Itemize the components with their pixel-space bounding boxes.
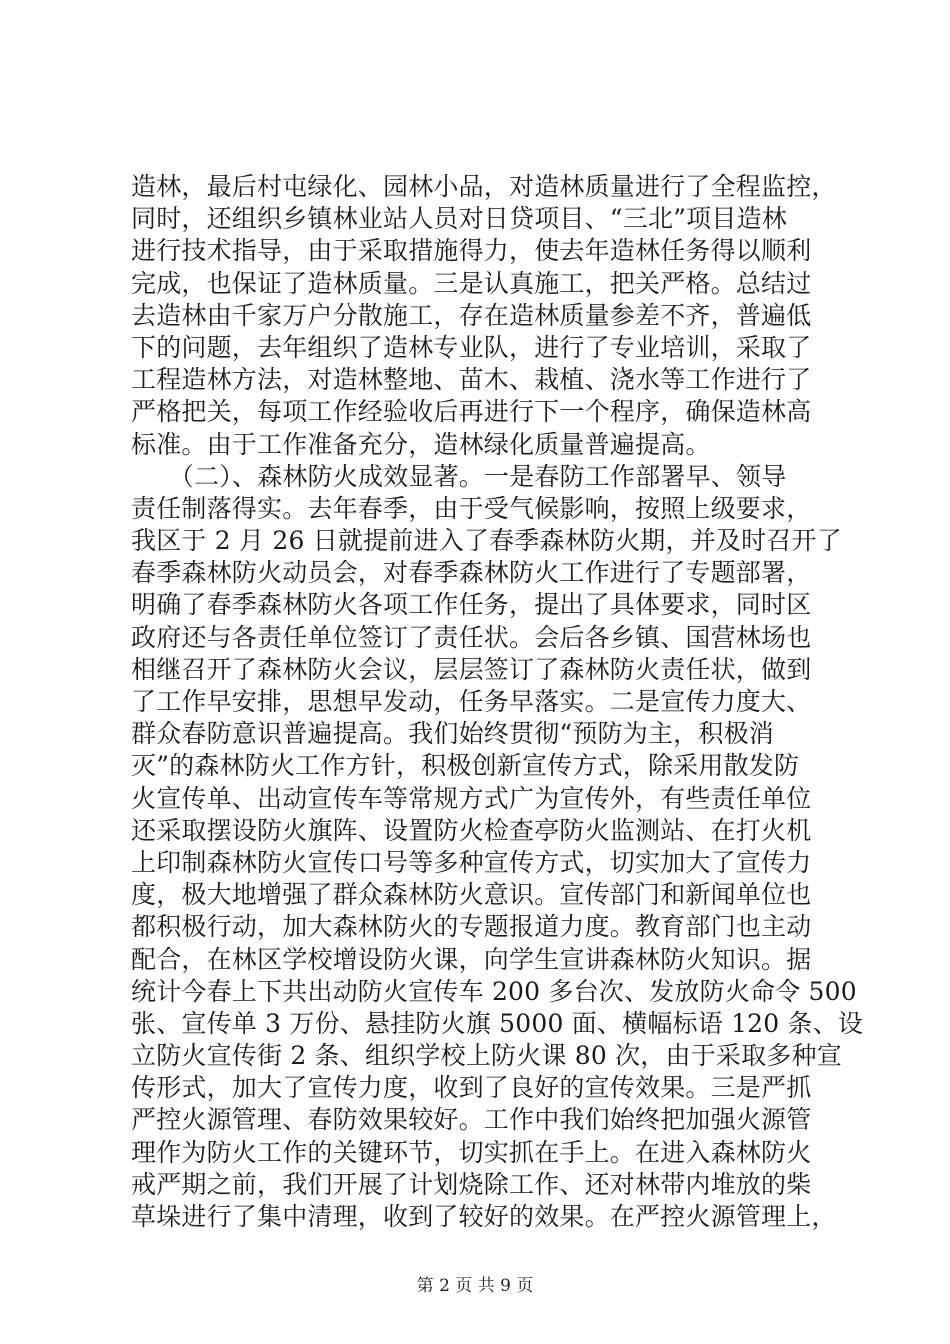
body-line: 统计今春上下共出动防火宣传车 200 多台次、发放防火命令 500 (131, 976, 857, 1006)
body-line: 严控火源管理、春防效果较好。工作中我们始终把加强火源管 (131, 1105, 812, 1135)
body-line: 理作为防火工作的关键环节，切实抓在手上。在进入森林防火 (131, 1137, 812, 1167)
body-line: 明确了春季森林防火各项工作任务，提出了具体要求，同时区 (131, 590, 812, 620)
body-line: 下的问题，去年组织了造林专业队，进行了专业培训，采取了 (131, 332, 812, 362)
body-line: 上印制森林防火宣传口号等多种宣传方式，切实加大了宣传力 (131, 847, 812, 877)
body-line: 同时，还组织乡镇林业站人员对日贷项目、“三北”项目造林 (131, 204, 787, 234)
body-line: 了工作早安排，思想早发动，任务早落实。二是宣传力度大、 (131, 687, 812, 716)
body-line: 立防火宣传街 2 条、组织学校上防火课 80 次，由于采取多种宣 (131, 1041, 842, 1071)
body-line: 政府还与各责任单位签订了责任状。会后各乡镇、国营林场也 (131, 622, 812, 652)
body-line: 张、宣传单 3 万份、悬挂防火旗 5000 面、横幅标语 120 条、设 (131, 1008, 864, 1038)
body-line: 草垛进行了集中清理，收到了较好的效果。在严控火源管理上， (131, 1202, 837, 1231)
body-line: 我区于 2 月 26 日就提前进入了春季森林防火期，并及时召开了 (131, 526, 842, 556)
body-line: 完成，也保证了造林质量。三是认真施工，把关严格。总结过 (131, 268, 812, 298)
body-line: 责任制落得实。去年春季，由于受气候影响，按照上级要求， (131, 493, 812, 523)
body-line: 进行技术指导，由于采取措施得力，使去年造林任务得以顺利 (131, 236, 812, 266)
body-line: 灭”的森林防火工作方针，积极创新宣传方式，除采用散发防 (131, 751, 800, 781)
body-line: 还采取摆设防火旗阵、设置防火检查亭防火监测站、在打火机 (131, 815, 812, 845)
body-line: 工程造林方法，对造林整地、苗木、栽植、浇水等工作进行了 (131, 365, 812, 395)
body-line: 配合，在林区学校增设防火课，向学生宣讲森林防火知识。据 (131, 944, 812, 974)
document-body (131, 171, 864, 1233)
body-line: 春季森林防火动员会，对春季森林防火工作进行了专题部署， (131, 558, 812, 588)
body-line: 火宣传单、出动宣传车等常规方式广为宣传外，有些责任单位 (131, 783, 812, 813)
body-line: 相继召开了森林防火会议，层层签订了森林防火责任状，做到 (131, 654, 812, 684)
page-number-footer: 第 2 页 共 9 页 (416, 1276, 534, 1296)
body-line: 标准。由于工作准备充分，造林绿化质量普遍提高。 (131, 429, 711, 459)
body-line: 传形式，加大了宣传力度，收到了良好的宣传效果。三是严抓 (131, 1073, 812, 1103)
body-line: 戒严期之前，我们开展了计划烧除工作、还对林带内堆放的柴 (131, 1169, 812, 1199)
body-line: （二）、森林防火成效显著。一是春防工作部署早、领导 (131, 461, 787, 491)
body-line: 度，极大地增强了群众森林防火意识。宣传部门和新闻单位也 (131, 880, 812, 910)
body-line: 严格把关，每项工作经验收后再进行下一个程序，确保造林高 (131, 397, 812, 427)
body-line: 造林，最后村屯绿化、园林小品，对造林质量进行了全程监控， (131, 172, 837, 201)
body-line: 都积极行动，加大森林防火的专题报道力度。教育部门也主动 (131, 912, 812, 942)
body-line: 群众春防意识普遍提高。我们始终贯彻“预防为主，积极消 (131, 719, 774, 749)
body-line: 去造林由千家万户分散施工，存在造林质量参差不齐，普遍低 (131, 300, 812, 330)
